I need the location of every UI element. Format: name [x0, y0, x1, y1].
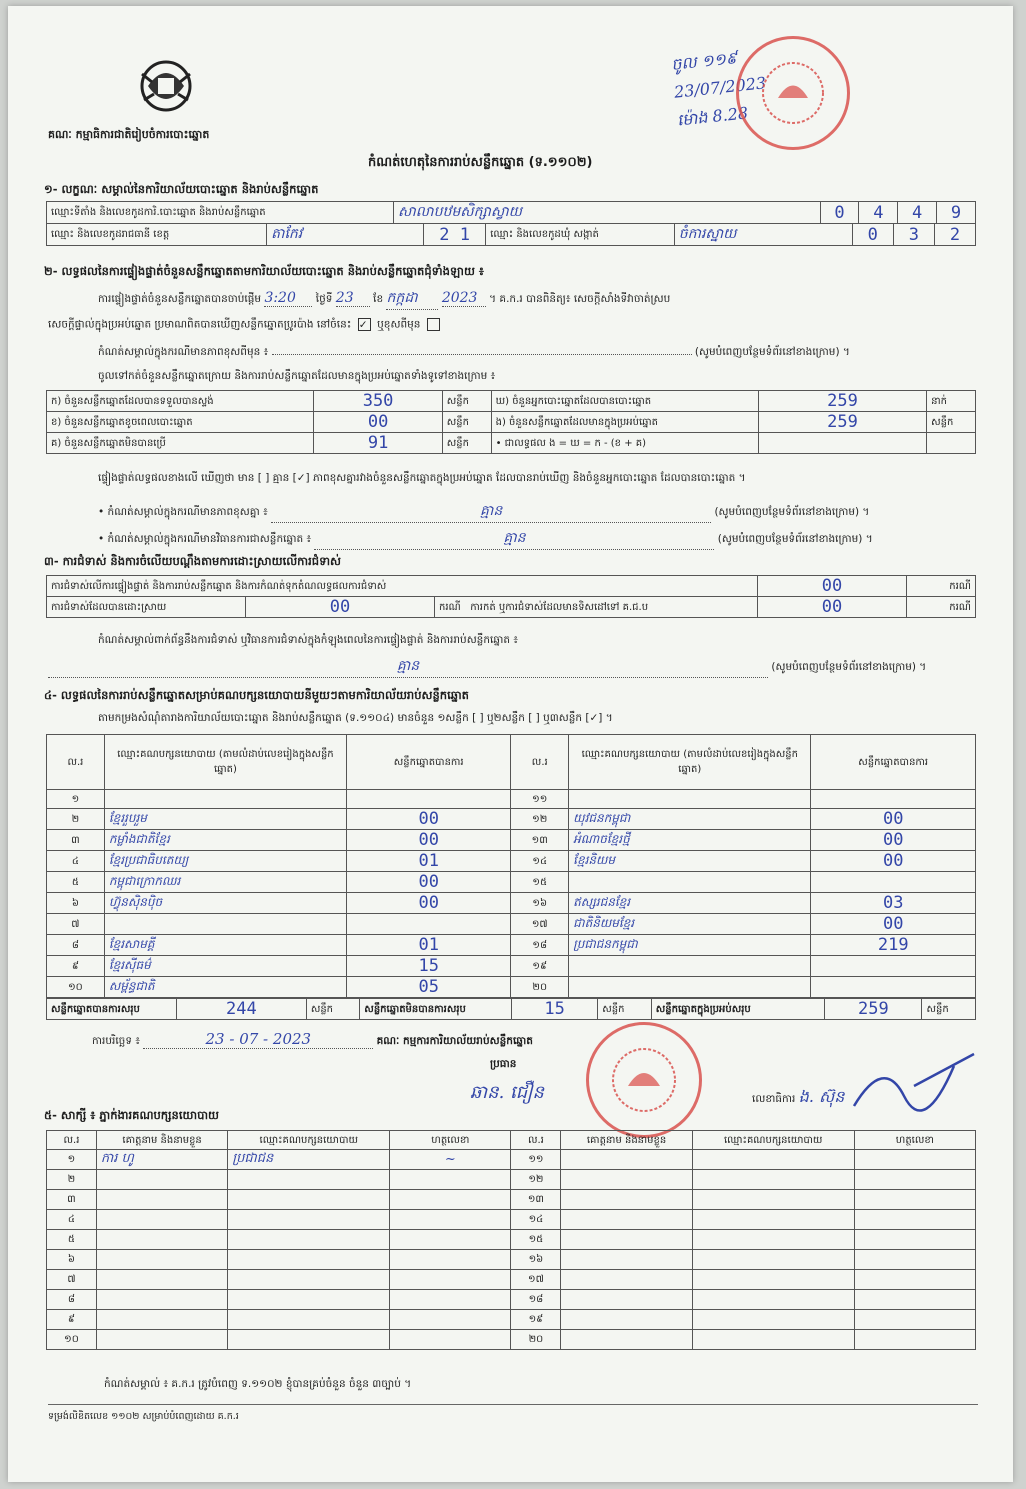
witness-row: ១ ការ ហូ ប្រជាជន ~ ១១ [47, 1150, 976, 1170]
witness-party: ប្រជាជន [228, 1150, 390, 1170]
commune-label: ឈ្មោះ និងលេខកូដឃុំ សង្កាត់ [486, 224, 675, 246]
party-votes [811, 956, 976, 977]
party-row: ៦ ហ៊្វុនស៊ិនប៉ិច 00 ១៦ ឥស្សរជនខ្មែរ 03 [47, 893, 976, 914]
secretary-signature: ង. ស៊ុន [798, 1087, 845, 1106]
witness-signature [390, 1250, 511, 1270]
party-votes [347, 914, 511, 935]
party-votes: 01 [347, 851, 511, 872]
witness-signature [390, 1230, 511, 1250]
commune-code-digit: 2 [934, 224, 975, 246]
party-name: កម្ពុជាក្រោកឈរ [104, 872, 346, 893]
difference-check-line: ផ្ទៀងផ្ទាត់លទ្ធផលខាងលើ ឃើញថា មាន [ ] គ្មាន [✓] ភាពខុសគ្នារវាងចំនួនសន្លឹកឆ្នោតក្នុងប្រអប់ឆ្នោត ដែលបានរាប់ឃើញ និងចំនួនអ្នកបោះឆ្នោត ដែលបានបោះឆ្នោត ។ [98, 472, 746, 484]
commune-value: ចំការស្នាយ [674, 224, 852, 246]
note-2-value: គ្មាន [271, 501, 711, 523]
witness-table: ល.រ គោត្តនាម និងនាមខ្លួន ឈ្មោះគណបក្សនយោបាយ ហត្ថលេខា ល.រ គោត្តនាម និងនាមខ្លួន ឈ្មោះគណបក្សនយោបាយ ហត្ថលេខា ១ ការ ហូ ប្រជាជន ~ ១១ ២ ១២ ៣ ១៣ ៤ ១៤ ៥ ១៥ ៦ ១៦ ៧ ១៧ ៨ ១៨ ៩ ១៩ ១០ ២០ [46, 1130, 976, 1350]
province-code: 2 1 [424, 224, 486, 246]
secretary-line: លេខាធិការ ង. ស៊ុន [752, 1087, 845, 1106]
signing-date: 23 - 07 - 2023 [143, 1030, 373, 1049]
witness-name [96, 1330, 227, 1350]
count-value: 350 [314, 391, 442, 412]
party-votes: 00 [811, 809, 976, 830]
section-4-sub: តាមកម្រងសំណុំតារាងការិយាល័យបោះឆ្នោត និងរាប់សន្លឹកឆ្នោត (ទ.១១០៤) មានចំនួន ១សន្លឹក [ ] ឬ២សន្លឹក [ ] ឬ៣សន្លឹក [✓] ។ [98, 712, 613, 724]
party-name: អំណាចខ្មែរថ្មី [569, 830, 811, 851]
party-results-table: ល.រ ឈ្មោះគណបក្សនយោបាយ (តាមលំដាប់លេខរៀងក្នុងសន្លឹកឆ្នោត) សន្លឹកឆ្នោតបានការ ល.រ ឈ្មោះគណបក្សនយោបាយ (តាមលំដាប់លេខរៀងក្នុងសន្លឹកឆ្នោត) សន្លឹកឆ្នោតបានការ ១ ១១ ២ ខ្មែររួបរួម 00 ១២ យុវជនកម្ពុជា 00 ៣ កម្លាំងជាតិខ្មែរ 00 ១៣ អំណាចខ្មែរថ្មី 00 ៤ ខ្មែរប្រជាធិបតេយ្យ 01 ១៤ ខ្មែរនិយម 00 ៥ កម្ពុជាក្រោកឈរ 00 ១៥ ៦ ហ៊្វុនស៊ិនប៉ិច 00 ១៦ ឥស្សរជនខ្មែរ 03 ៧ ១៧ ជាតិនិយមខ្មែរ 00 ៨ ខ្មែរសាមគ្គី 01 ១៨ ប្រជាជនកម្ពុជា 219 ៩ ខ្មែរស៊ីធម៌ 15 ១៩ ១០ សម្ព័ន្ធជាតិ 05 ២០ [46, 734, 976, 998]
party-votes [347, 790, 511, 809]
province-value: តាកែវ [267, 224, 424, 246]
party-votes: 00 [811, 914, 976, 935]
witness-party [228, 1230, 390, 1250]
verification-start-line: ការផ្ទៀងផ្ទាត់ចំនួនសន្លឹកឆ្នោតបានចាប់ផ្តើម 3:20 ថ្ងៃទី 23 ខែ កក្កដា 2023 ។ គ.ក.រ បានពិនិត្យ៖ សេចក្តីសាំងទីវាចាត់ស្រប [98, 288, 978, 310]
party-name: កម្លាំងជាតិខ្មែរ [104, 830, 346, 851]
objection-note-label: កំណត់សម្គាល់ពាក់ព័ន្ធនឹងការជំទាស់ ឬវិធានការជំទាស់ក្នុងកំឡុងពេលនៃការផ្ទៀងផ្ទាត់ និងការរាប់សន្លឹកឆ្នោត ៖ [98, 634, 518, 646]
witness-row: ៨ ១៨ [47, 1290, 976, 1310]
party-votes: 01 [347, 935, 511, 956]
witness-name [96, 1270, 227, 1290]
witness-signature: ~ [390, 1150, 511, 1170]
witness-row: ៩ ១៩ [47, 1310, 976, 1330]
location-code-digit: 9 [937, 202, 976, 224]
footer-divider [48, 1404, 978, 1405]
count-value: 00 [314, 412, 442, 433]
witness-signature [390, 1290, 511, 1310]
party-name [569, 872, 811, 893]
witness-signature [390, 1270, 511, 1290]
party-votes: 00 [811, 830, 976, 851]
count-table [46, 390, 976, 454]
witness-name [96, 1250, 227, 1270]
party-votes: 00 [347, 809, 511, 830]
witness-row: ៥ ១៥ [47, 1230, 976, 1250]
witness-party [228, 1270, 390, 1290]
objection-label: ការជំទាស់លើការផ្ទៀងផ្ទាត់ និងការរាប់សន្លឹកឆ្នោត និងការកំណត់ទុកតំណលទ្ធផលការជំទាស់ [47, 576, 758, 597]
section-1-table-row2 [46, 223, 976, 246]
witness-row: ៦ ១៦ [47, 1250, 976, 1270]
objection-note-line: គ្មាន (សូមបំពេញបន្ថែមទំព័រនៅខាងក្រោម) ។ [48, 656, 978, 678]
section-5-heading: ៥- សាក្សី ៖ ភ្នាក់ងារគណបក្សនយោបាយ [44, 1108, 219, 1122]
forwarded-value: 00 [758, 597, 907, 618]
party-name: ជាតិនិយមខ្មែរ [569, 914, 811, 935]
witness-party [228, 1250, 390, 1270]
chair-signature: ឆាន. ជឿន [470, 1082, 544, 1103]
party-votes [811, 790, 976, 809]
witness-row: ៣ ១៣ [47, 1190, 976, 1210]
nec-emblem-icon [136, 56, 196, 118]
resolved-label: ការជំទាស់ដែលបានដោះស្រាយ [47, 597, 246, 618]
count-row: ក) ចំនួនសន្លឹកឆ្នោតដែលបានទទួលបានស្ទង់ 350 សន្លឹក ឃ) ចំនួនអ្នកបោះឆ្នោតដែលបានបោះឆ្នោត 259 នាក់ [47, 391, 976, 412]
party-name: ខ្មែរសាមគ្គី [104, 935, 346, 956]
objection-value: 00 [758, 576, 907, 597]
witness-signature [390, 1210, 511, 1230]
party-name [569, 790, 811, 809]
total-in-box: 259 [825, 999, 922, 1020]
witness-name [96, 1230, 227, 1250]
section-2-heading: ២- លទ្ធផលនៃការផ្ទៀងផ្ទាត់ចំនួនសន្លឹកឆ្នោតតាមការិយាល័យបោះឆ្នោត និងរាប់សន្លឹកឆ្នោតជុំទាំងឡាយ ៖ [44, 264, 484, 278]
commune-code-digit: 3 [893, 224, 934, 246]
party-name [569, 977, 811, 998]
count-row: គ) ចំនួនសន្លឹកឆ្នោតមិនបានប្រើ 91 សន្លឹក • ជាលទ្ធផល ង = ឃ = ក - (ខ + គ) [47, 433, 976, 454]
count-row: ខ) ចំនួនសន្លឹកឆ្នោតខូចពេលបោះឆ្នោត 00 សន្លឹក ង) ចំនួនសន្លឹកឆ្នោតដែលមានក្នុងប្រអប់ឆ្នោត 259 សន្លឹក [47, 412, 976, 433]
witness-name: ការ ហូ [96, 1150, 227, 1170]
party-name: ប្រជាជនកម្ពុជា [569, 935, 811, 956]
count-value-2 [759, 433, 927, 454]
party-votes: 00 [347, 830, 511, 851]
party-votes: 00 [347, 893, 511, 914]
footnote: កំណត់សម្គាល់ ៖ គ.ក.រ ត្រូវបំពេញ ទ.១១០២ ខ្ញុំបានគ្រប់ចំនួន ចំនួន ៣ច្បាប់ ។ [104, 1378, 412, 1390]
official-stamp-bottom [586, 1022, 702, 1138]
objection-note-value: គ្មាន [48, 656, 768, 678]
witness-name [96, 1290, 227, 1310]
party-row: ៤ ខ្មែរប្រជាធិបតេយ្យ 01 ១៤ ខ្មែរនិយម 00 [47, 851, 976, 872]
witness-party [228, 1290, 390, 1310]
party-name: ខ្មែរស៊ីធម៌ [104, 956, 346, 977]
verification-line-2: សេចក្តីផ្ទាល់ក្នុងប្រអប់ឆ្នោត ប្រមាណពិតបានឃើញសន្លឹកឆ្នោតប្រូរប៉ាង នៅចំនេះ ✓ ឬខុសពីមុន [48, 318, 443, 334]
location-code-digit: 4 [859, 202, 898, 224]
section-1-heading: ១- លក្ខណៈ សម្គាល់នៃការិយាល័យបោះឆ្នោត និងរាប់សន្លឹកឆ្នោត [44, 182, 319, 196]
party-name: ឥស្សរជនខ្មែរ [569, 893, 811, 914]
stamp-seal-icon [608, 1044, 680, 1116]
count-intro: ចូលទៅកត់ចំនួនសន្លឹកឆ្នោតក្រោយ និងការរាប់សន្លឹកឆ្នោតដែលមានក្នុងប្រអប់ឆ្នោតទាំងទូទៅខាងក្រោម ៖ [98, 370, 496, 382]
witness-party [228, 1210, 390, 1230]
form-footer: ទម្រង់លិខិតលេខ ១១០២ សម្រាប់បំពេញដោយ គ.ក.រ [48, 1411, 239, 1422]
party-row: ២ ខ្មែររួបរួម 00 ១២ យុវជនកម្ពុជា 00 [47, 809, 976, 830]
party-name: ហ៊្វុនស៊ិនប៉ិច [104, 893, 346, 914]
party-name [104, 790, 346, 809]
witness-party [228, 1310, 390, 1330]
section-4-heading: ៤- លទ្ធផលនៃការរាប់សន្លឹកឆ្នោតសម្រាប់គណបក្សនយោបាយនីមួយៗតាមការិយាល័យរាប់សន្លឹកឆ្នោត [44, 688, 469, 702]
witness-signature [390, 1190, 511, 1210]
witness-signature [390, 1330, 511, 1350]
witness-party [228, 1330, 390, 1350]
section-3-heading: ៣- ការជំទាស់ និងការចំលើយបណ្តឹងតាមការដោះស្រាយលើការជំទាស់ [44, 554, 341, 568]
location-value: សាលាបឋមសិក្សាស្វាយ [394, 202, 821, 224]
province-label: ឈ្មោះ និងលេខកូដរាជធានី ខេត្ត [47, 224, 267, 246]
secretary-signature-scribble-icon [844, 1046, 984, 1126]
count-value: 91 [314, 433, 442, 454]
stamp-seal-icon [758, 58, 828, 128]
total-valid: 244 [176, 999, 306, 1020]
party-name: ខ្មែរនិយម [569, 851, 811, 872]
location-code-digit: 4 [898, 202, 937, 224]
party-row: ៨ ខ្មែរសាមគ្គី 01 ១៨ ប្រជាជនកម្ពុជា 219 [47, 935, 976, 956]
form-title: កំណត់ហេតុនៃការរាប់សន្លឹកឆ្នោត (ទ.១១០២) [368, 155, 593, 170]
total-invalid: 15 [512, 999, 598, 1020]
chair-label: ប្រធាន [490, 1058, 517, 1070]
different-checkbox[interactable] [427, 318, 440, 331]
witness-name [96, 1210, 227, 1230]
witness-row: ៧ ១៧ [47, 1270, 976, 1290]
witness-name [96, 1310, 227, 1330]
count-value-2: 259 [759, 391, 927, 412]
totals-row: សន្លឹកឆ្នោតបានការសរុប 244 សន្លឹក សន្លឹកឆ្នោតមិនបានការសរុប 15 សន្លឹក សន្លឹកឆ្នោតក្នុងប្រអប់សរុប 259 សន្លឹក [46, 998, 976, 1020]
witness-row: ១០ ២០ [47, 1330, 976, 1350]
witness-row: ២ ១២ [47, 1170, 976, 1190]
party-name: យុវជនកម្ពុជា [569, 809, 811, 830]
party-votes: 00 [347, 872, 511, 893]
witness-party [228, 1170, 390, 1190]
party-votes: 219 [811, 935, 976, 956]
forwarded-label: ករណី ការកត់ ឬការជំទាស់ដែលមានទិសដៅទៅ គ.ជ.ប [435, 597, 758, 618]
witness-party [228, 1190, 390, 1210]
party-votes: 00 [811, 851, 976, 872]
party-row: ៧ ១៧ ជាតិនិយមខ្មែរ 00 [47, 914, 976, 935]
party-votes: 03 [811, 893, 976, 914]
party-votes: 15 [347, 956, 511, 977]
party-name: សម្ព័ន្ធជាតិ [104, 977, 346, 998]
party-name: ខ្មែរប្រជាធិបតេយ្យ [104, 851, 346, 872]
witness-row: ៤ ១៤ [47, 1210, 976, 1230]
signing-date-line: ការបរិច្ឆេទ ៖ 23 - 07 - 2023 គណៈ កម្មការការិយាល័យរាប់សន្លឹកឆ្នោត [92, 1030, 533, 1048]
section-1-table [46, 201, 976, 224]
party-votes [811, 872, 976, 893]
note-3-value: គ្មាន [314, 528, 714, 550]
party-row: ៣ កម្លាំងជាតិខ្មែរ 00 ១៣ អំណាចខ្មែរថ្មី 00 [47, 830, 976, 851]
ballot-count-form [8, 6, 1013, 1482]
witness-name [96, 1170, 227, 1190]
note-1-line: កំណត់សម្គាល់ក្នុងករណីមានភាពខុសពីមុន ៖ (សូមបំពេញបន្ថែមទំព័រនៅខាងក្រោម) ។ [98, 346, 850, 358]
party-name [104, 914, 346, 935]
witness-signature [390, 1170, 511, 1190]
party-name: ខ្មែររួបរួម [104, 809, 346, 830]
location-label: ឈ្មោះទីតាំង និងលេខកូដការិ.បោះឆ្នោត និងរាប់សន្លឹកឆ្នោត [47, 202, 394, 224]
party-row: ១ ១១ [47, 790, 976, 809]
start-day: 23 [336, 290, 370, 307]
party-row: ៩ ខ្មែរស៊ីធម៌ 15 ១៩ [47, 956, 976, 977]
party-votes [811, 977, 976, 998]
committee-name: គណៈ កម្មាធិការជាតិរៀបចំការបោះឆ្នោត [48, 128, 210, 141]
start-month: កក្កដា [386, 288, 438, 310]
party-votes: 05 [347, 977, 511, 998]
witness-signature [390, 1310, 511, 1330]
witness-name [96, 1190, 227, 1210]
party-name [569, 956, 811, 977]
resolved-value: 00 [246, 597, 435, 618]
objection-table: ការជំទាស់លើការផ្ទៀងផ្ទាត់ និងការរាប់សន្លឹកឆ្នោត និងការកំណត់ទុកតំណលទ្ធផលការជំទាស់ 00 ករណី ការជំទាស់ដែលបានដោះស្រាយ 00 ករណី ការកត់ ឬការជំទាស់ដែលមានទិសដៅទៅ គ.ជ.ប 00 ករណី [46, 575, 976, 618]
start-time: 3:20 [264, 290, 312, 307]
receipt-note: ចូល ១១៩ 23/07/2023 ម៉ោង 8.28 [670, 48, 767, 130]
location-code-digit: 0 [820, 202, 859, 224]
official-stamp-top [736, 36, 850, 150]
start-year: 2023 [442, 290, 486, 307]
note-3-line: • កំណត់សម្គាល់ក្នុងករណីមានវិធានការជាសន្លឹកឆ្នោត ៖ គ្មាន (សូមបំពេញបន្ថែមទំព័រនៅខាងក្រោម) ។ [98, 528, 978, 550]
party-row: ៥ កម្ពុជាក្រោកឈរ 00 ១៥ [47, 872, 976, 893]
party-row: ១០ សម្ព័ន្ធជាតិ 05 ២០ [47, 977, 976, 998]
note-2-line: • កំណត់សម្គាល់ក្នុងករណីមានភាពខុសគ្នា ៖ គ្មាន (សូមបំពេញបន្ថែមទំព័រនៅខាងក្រោម) ។ [98, 501, 978, 523]
count-value-2: 259 [759, 412, 927, 433]
commune-code-digit: 0 [852, 224, 893, 246]
same-checkbox[interactable]: ✓ [358, 318, 371, 331]
